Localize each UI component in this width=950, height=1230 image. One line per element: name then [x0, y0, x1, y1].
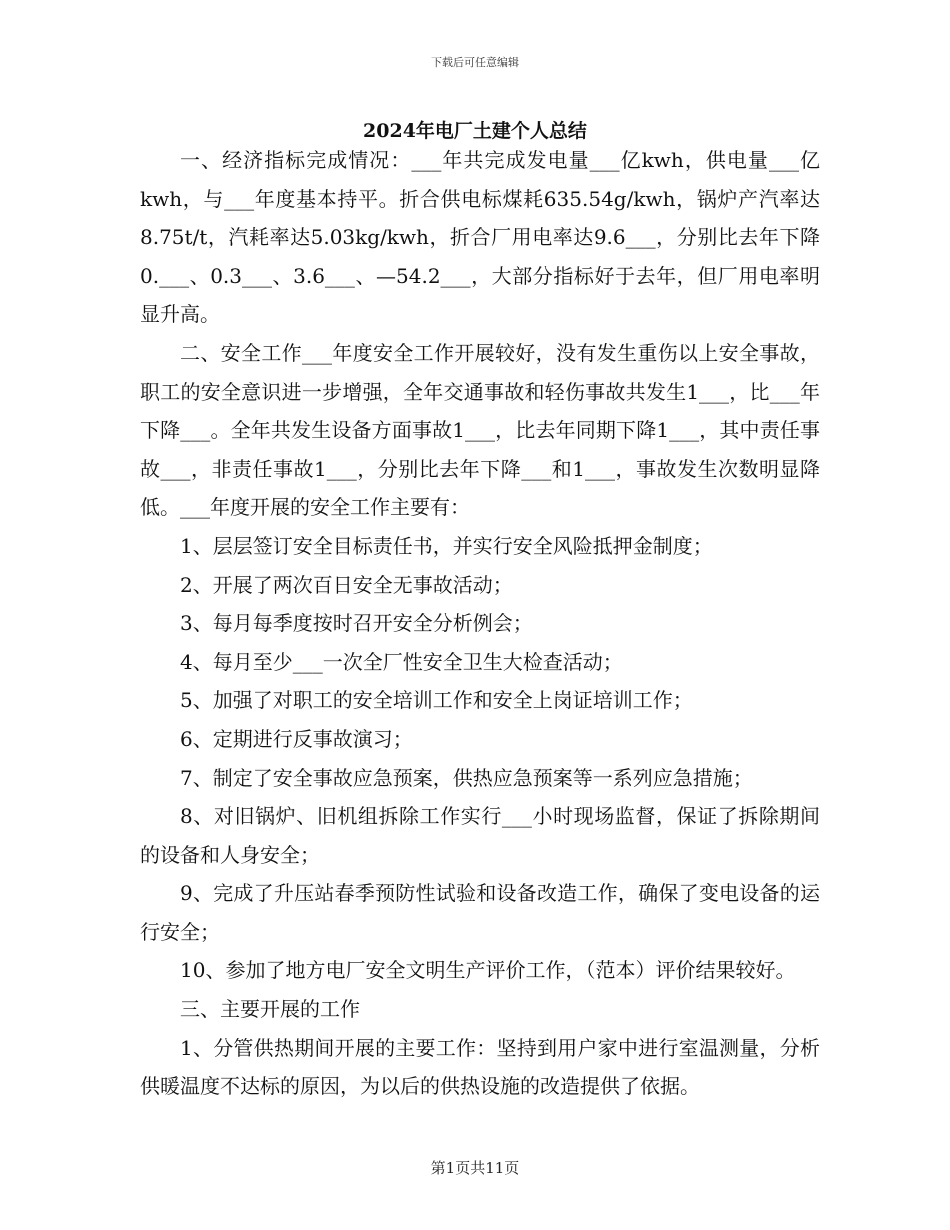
- list-item: 8、对旧锅炉、旧机组拆除工作实行___小时现场监督，保证了拆除期间的设备和人身安全；: [140, 804, 820, 867]
- header-note: 下载后可任意编辑: [431, 56, 519, 69]
- list-item: 2、开展了两次百日安全无事故活动；: [180, 572, 513, 597]
- list-item: 9、完成了升压站春季预防性试验和设备改造工作，确保了变电设备的运行安全；: [140, 881, 820, 944]
- list-item: 4、每月至少___一次全厂性安全卫生大检查活动；: [180, 649, 623, 674]
- list-item: 10、参加了地方电厂安全文明生产评价工作，（范本）评价结果较好。: [180, 958, 796, 983]
- page-number: 第1页共11页: [430, 1159, 520, 1177]
- list-item: 3、每月每季度按时召开安全分析例会；: [180, 611, 533, 636]
- list-item: 6、定期进行反事故演习；: [180, 726, 413, 751]
- list-item: 5、加强了对职工的安全培训工作和安全上岗证培训工作；: [180, 688, 693, 713]
- document-title: 2024年电厂土建个人总结: [363, 120, 587, 142]
- paragraph-safety-work: 二、安全工作___年度安全工作开展较好，没有发生重伤以上安全事故，职工的安全意识进一步增强，全年交通事故和轻伤事故共发生1___，比___年下降___。全年共发生设备方面事故1___，比去年同期下降1___，其中责任事故___，非责任事故1___，分别比去年下降___和1___，事故发生次数明显降低。___年度开展的安全工作主要有：: [140, 340, 820, 520]
- section-heading: 三、主要开展的工作: [180, 997, 360, 1022]
- list-item: 1、层层签订安全目标责任书，并实行安全风险抵押金制度；: [180, 533, 713, 558]
- document-body: [140, 141, 820, 1106]
- paragraph-heating-work: 1、分管供热期间开展的主要工作：坚持到用户家中进行室温测量，分析供暖温度不达标的原因，为以后的供热设施的改造提供了依据。: [140, 1035, 820, 1099]
- paragraph-economic-indicators: 一、经济指标完成情况：___年共完成发电量___亿kwh，供电量___亿kwh，与___年度基本持平。折合供电标煤耗635.54g/kwh，锅炉产汽率达8.75t/t，汽耗率达5.03kg/kwh，折合厂用电率达9.6___，分别比去年下降0.___、0.3___、3.6___、—54.2___，大部分指标好于去年，但厂用电率明显升高。: [140, 148, 820, 327]
- list-item: 7、制定了安全事故应急预案，供热应急预案等一系列应急措施；: [180, 765, 753, 790]
